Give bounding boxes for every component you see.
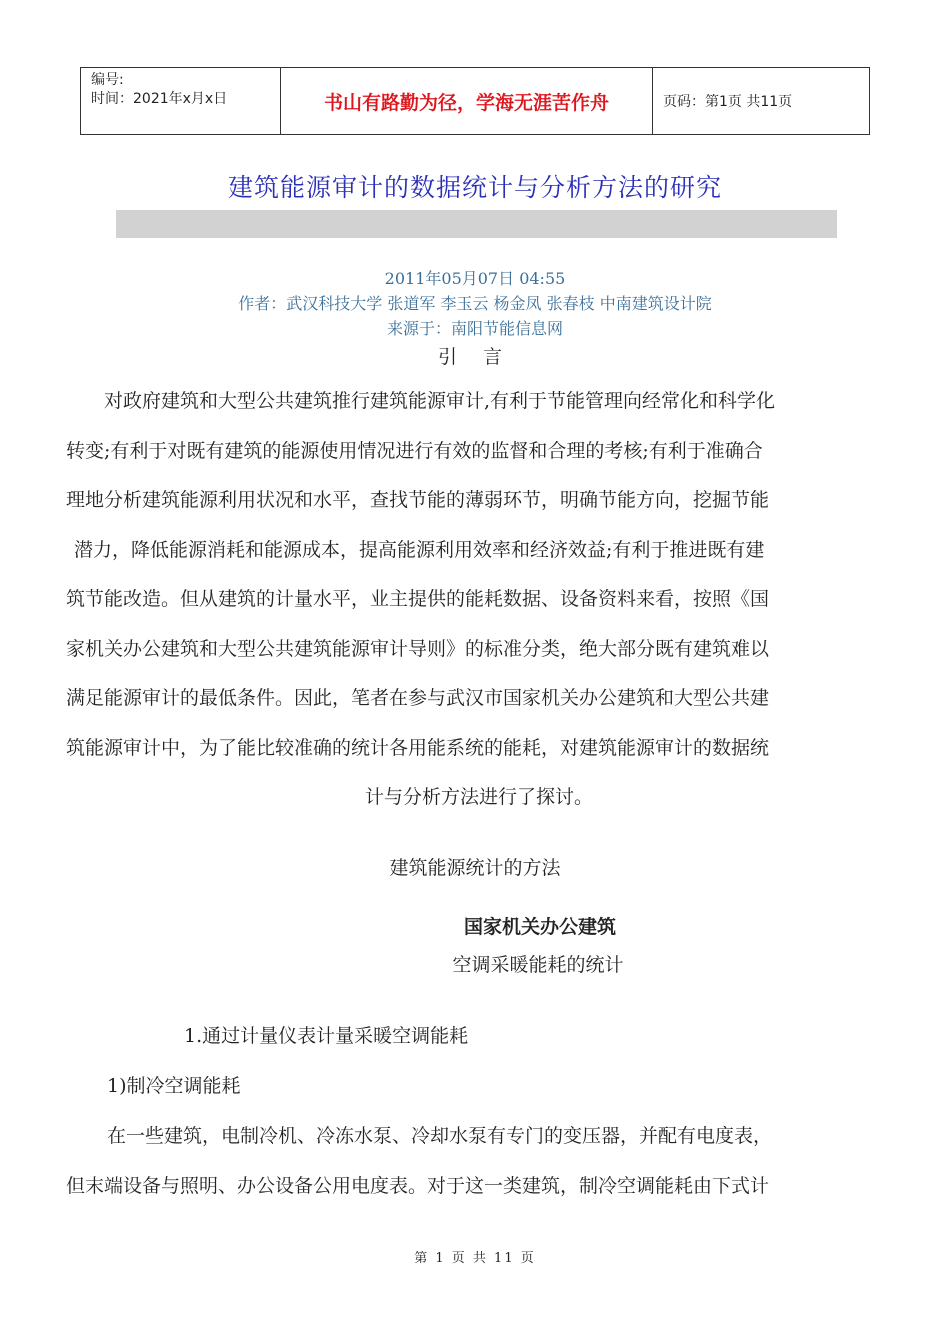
- section-methods: 建筑能源统计的方法: [389, 857, 561, 879]
- intro-line: 潜力，降低能源消耗和能源成本，提高能源利用效率和经济效益;有利于推进既有建: [74, 538, 765, 561]
- section-hvac: 空调采暖能耗的统计: [452, 954, 624, 976]
- intro-line: 满足能源审计的最低条件。因此，笔者在参与武汉市国家机关办公建筑和大型公共建: [66, 687, 770, 709]
- intro-line: 筑节能改造。但从建筑的计量水平，业主提供的能耗数据、设备资料来看，按照《国: [66, 588, 770, 610]
- header-table: [80, 67, 870, 135]
- article-source: 来源于：南阳节能信息网: [386, 319, 563, 338]
- page-footer: 第 1 页 共 11 页: [414, 1251, 536, 1266]
- intro-paragraph: [66, 377, 892, 823]
- header-page-info: 页码：第1页 共11页: [653, 68, 870, 134]
- header-motto: 书山有路勤为径，学海无涯苦作舟: [281, 68, 653, 134]
- item-1-1: 1)制冷空调能耗: [107, 1075, 241, 1097]
- intro-line: 转变;有利于对既有建筑的能源使用情况进行有效的监督和合理的考核;有利于准确合: [66, 439, 763, 462]
- intro-line: 筑能源审计中，为了能比较准确的统计各用能系统的能耗，对建筑能源审计的数据统: [66, 736, 770, 759]
- item-1: 1.通过计量仪表计量采暖空调能耗: [184, 1025, 469, 1047]
- header-meta-cell: [80, 68, 281, 134]
- article-author: 作者：武汉科技大学 张道军 李玉云 杨金凤 张春枝 中南建筑设计院: [238, 294, 712, 313]
- time-label: 时间：2021年x月x日: [91, 91, 228, 107]
- article-title: 建筑能源审计的数据统计与分析方法的研究: [227, 173, 722, 202]
- intro-last-line: 计与分析方法进行了探讨。: [364, 786, 593, 808]
- cooling-line: 在一些建筑，电制冷机、冷冻水泵、冷却水泵有专门的变压器，并配有电度表，: [107, 1125, 773, 1147]
- title-divider-bar: [116, 210, 837, 238]
- intro-heading: 引 言: [437, 346, 513, 368]
- article-date: 2011年05月07日 04:55: [384, 269, 566, 288]
- intro-line: 理地分析建筑能源利用状况和水平，查找节能的薄弱环节，明确节能方向，挖掘节能: [66, 489, 770, 511]
- cooling-line: 但末端设备与照明、办公设备公用电度表。对于这一类建筑，制冷空调能耗由下式计: [66, 1175, 770, 1197]
- section-gov-buildings: 国家机关办公建筑: [463, 916, 616, 938]
- number-label: 编号:: [91, 72, 124, 88]
- intro-line: 对政府建筑和大型公共建筑推行建筑能源审计,有利于节能管理向经常化和科学化: [104, 390, 776, 412]
- intro-line: 家机关办公建筑和大型公共建筑能源审计导则》的标准分类，绝大部分既有建筑难以: [66, 637, 770, 660]
